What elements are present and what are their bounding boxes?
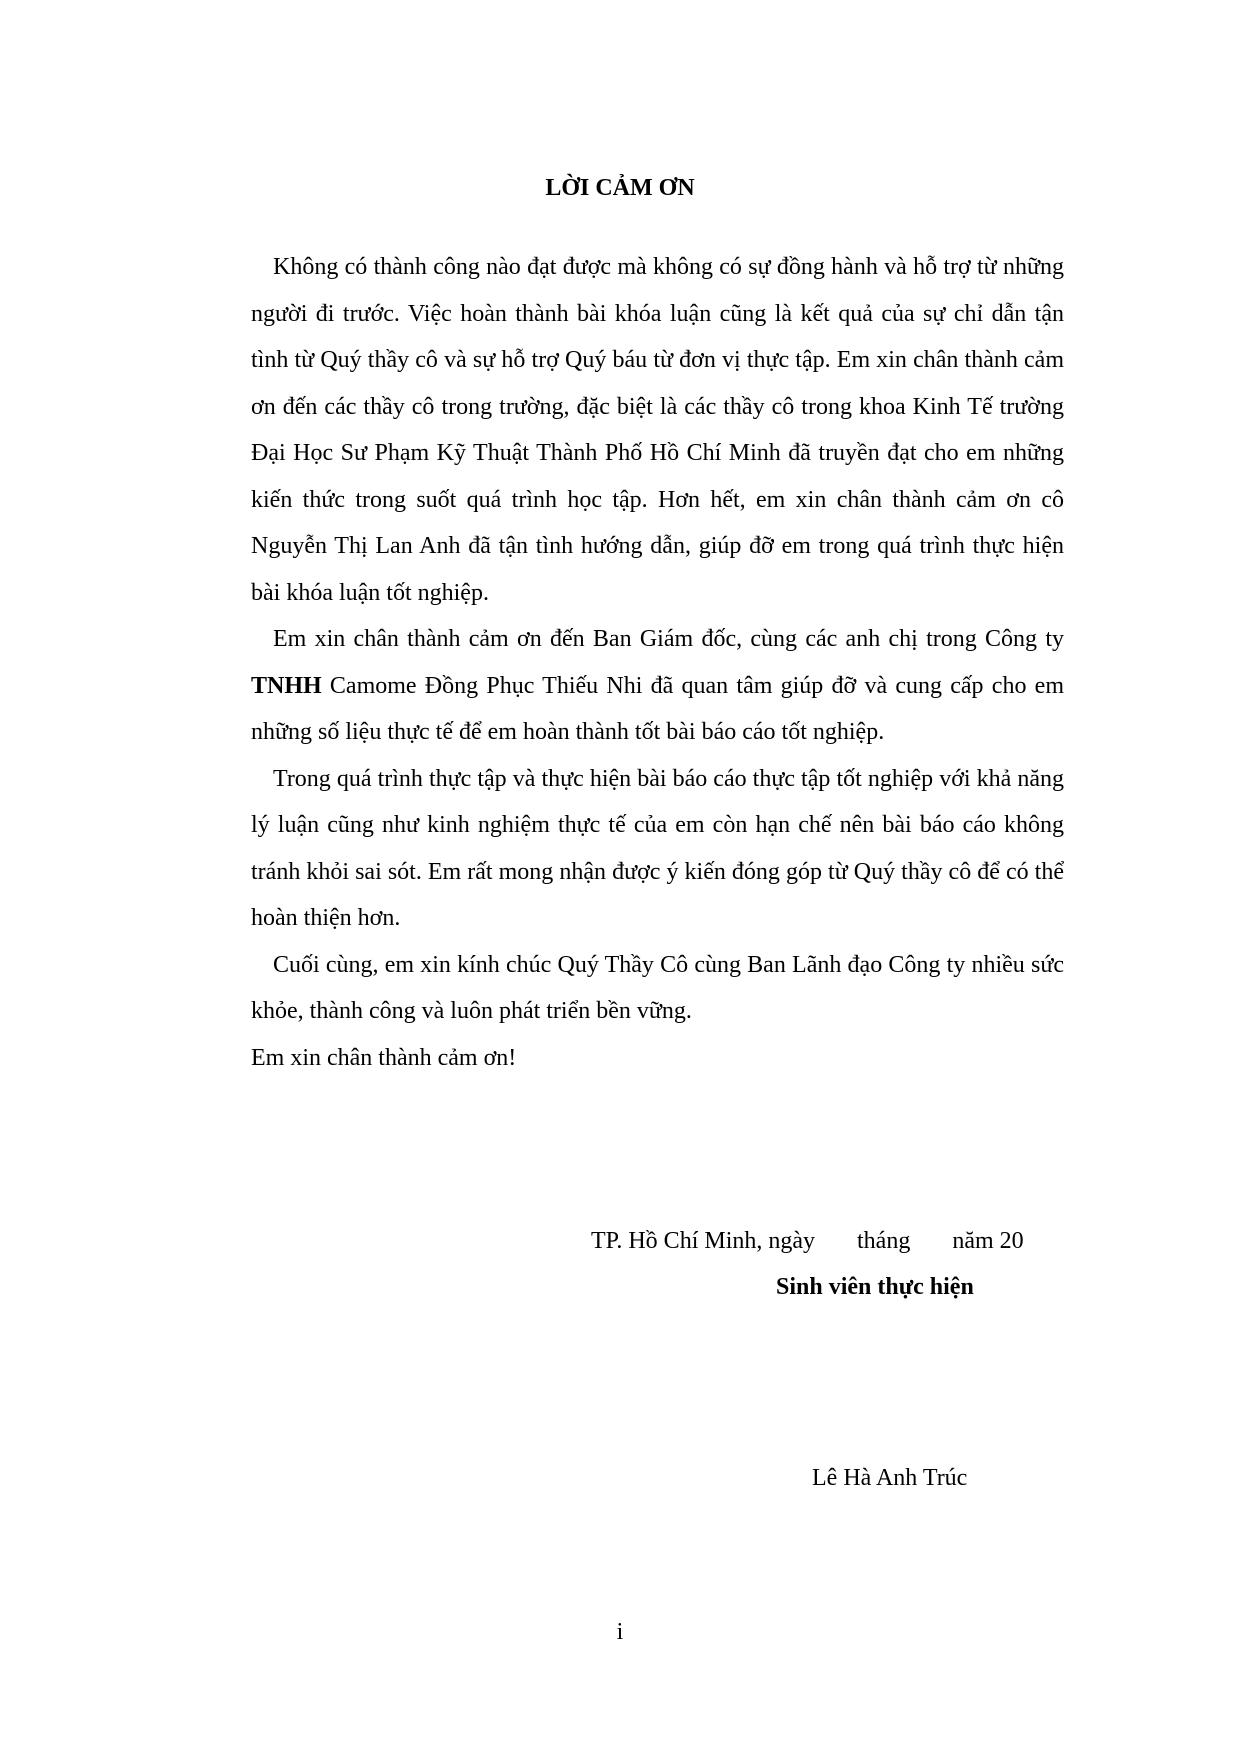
paragraph-2-text-before: Em xin chân thành cảm ơn đến Ban Giám đốc, cùng các anh chị trong Công ty: [273, 626, 1064, 652]
acknowledgement-body: [251, 244, 1064, 1081]
signer-title: Sinh viên thực hiện: [776, 1274, 974, 1300]
signer-name: Lê Hà Anh Trúc: [812, 1465, 968, 1491]
page-number: i: [616, 1619, 624, 1645]
paragraph-2-text-after: Camome Đồng Phục Thiếu Nhi đã quan tâm giúp đỡ và cung cấp cho em những số liệu thực tế để em hoàn thành tốt bài báo cáo tốt nghiệp.: [251, 672, 1064, 745]
paragraph-4: Cuối cùng, em xin kính chúc Quý Thầy Cô cùng Ban Lãnh đạo Công ty nhiều sức khỏe, thành công và luôn phát triển bền vững.: [251, 951, 1064, 1024]
company-type-bold: TNHH: [251, 672, 322, 699]
closing-line: Em xin chân thành cảm ơn!: [251, 1044, 517, 1071]
date-line: TP. Hồ Chí Minh, ngày tháng năm 20: [591, 1228, 1024, 1254]
page-title: LỜI CẢM ƠN: [545, 175, 695, 201]
paragraph-3: Trong quá trình thực tập và thực hiện bài báo cáo thực tập tốt nghiệp với khả năng lý luận cũng như kinh nghiệm thực tế của em còn hạn chế nên bài báo cáo không tránh khỏi sai sót. Em rất mong nhận được ý kiến đóng góp từ Quý thầy cô để có thể hoàn thiện hơn.: [251, 765, 1064, 931]
paragraph-2: [251, 616, 1064, 756]
paragraph-1: Không có thành công nào đạt được mà không có sự đồng hành và hỗ trợ từ những người đi trước. Việc hoàn thành bài khóa luận cũng là kết quả của sự chỉ dẫn tận tình từ Quý thầy cô và sự hỗ trợ Quý báu từ đơn vị thực tập. Em xin chân thành cảm ơn đến các thầy cô trong trường, đặc biệt là các thầy cô trong khoa Kinh Tế trường Đại Học Sư Phạm Kỹ Thuật Thành Phố Hồ Chí Minh đã truyền đạt cho em những kiến thức trong suốt quá trình học tập. Hơn hết, em xin chân thành cảm ơn cô Nguyễn Thị Lan Anh đã tận tình hướng dẫn, giúp đỡ em trong quá trình thực hiện bài khóa luận tốt nghiệp.: [251, 254, 1064, 606]
